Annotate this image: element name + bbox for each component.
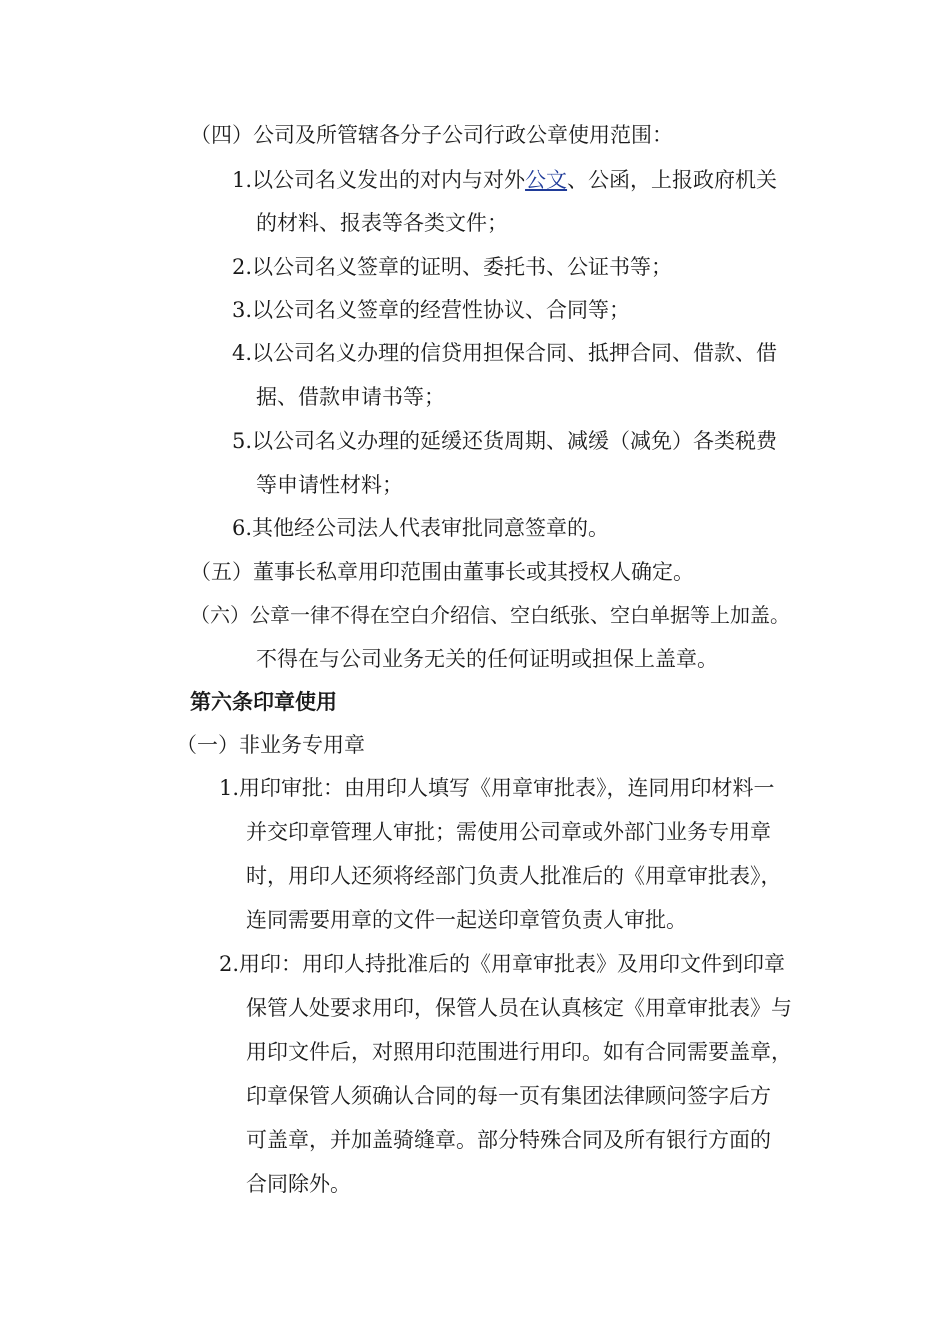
section-4-item-6: 6.其他经公司法人代表审批同意签章的。 (232, 516, 610, 540)
section-6-line-2: 不得在与公司业务无关的任何证明或担保上盖章。 (256, 647, 718, 671)
item-1-text-post: 、公函，上报政府机关 (567, 168, 778, 192)
section-4-heading: （四）公司及所管辖各分子公司行政公章使用范围： (190, 123, 673, 147)
section-5: （五）董事长私章用印范围由董事长或其授权人确定。 (190, 560, 694, 584)
subsection-1-heading: （一）非业务专用章 (176, 733, 365, 757)
section-4-item-2: 2.以公司名义签章的证明、委托书、公证书等； (232, 255, 673, 279)
section-4-item-4-line-1: 4.以公司名义办理的信贷用担保合同、抵押合同、借款、借 (232, 341, 778, 365)
stamping-paragraph-line: 保管人处要求用印，保管人员在认真核定《用章审批表》与 (246, 996, 792, 1020)
approval-paragraph-line: 连同需要用章的文件一起送印章管负责人审批。 (246, 908, 687, 932)
item-1-text-pre: 1.以公司名义发出的对内与对外 (232, 168, 526, 192)
approval-paragraph-line: 时，用印人还须将经部门负责人批准后的《用章审批表》， (246, 864, 782, 888)
section-4-item-4-line-2: 据、借款申请书等； (256, 385, 445, 409)
approval-paragraph-line: 并交印章管理人审批；需使用公司章或外部门业务专用章 (246, 820, 771, 844)
stamping-paragraph-line: 可盖章，并加盖骑缝章。部分特殊合同及所有银行方面的 (246, 1128, 771, 1152)
stamping-paragraph-line: 合同除外。 (246, 1172, 351, 1196)
stamping-paragraph-line: 印章保管人须确认合同的每一页有集团法律顾问签字后方 (246, 1084, 771, 1108)
section-4-item-1-line-2: 的材料、报表等各类文件； (256, 211, 508, 235)
stamping-paragraph-line: 2.用印：用印人持批准后的《用章审批表》及用印文件到印章 (219, 952, 786, 976)
section-4-item-5-line-1: 5.以公司名义办理的延缓还货周期、减缓（减免）各类税费 (232, 429, 778, 453)
article-6-heading: 第六条印章使用 (190, 689, 337, 714)
section-4-item-3: 3.以公司名义签章的经营性协议、合同等； (232, 298, 631, 322)
official-document-link[interactable]: 公文 (525, 168, 568, 192)
approval-paragraph-line: 1.用印审批：由用印人填写《用章审批表》，连同用印材料一 (219, 776, 775, 800)
section-4-item-5-line-2: 等申请性材料； (256, 473, 403, 497)
section-6-line-1: （六）公章一律不得在空白介绍信、空白纸张、空白单据等上加盖。 (190, 603, 790, 627)
stamping-paragraph-line: 用印文件后，对照用印范围进行用印。如有合同需要盖章， (246, 1040, 792, 1064)
section-4-item-1-line-1 (232, 166, 777, 194)
